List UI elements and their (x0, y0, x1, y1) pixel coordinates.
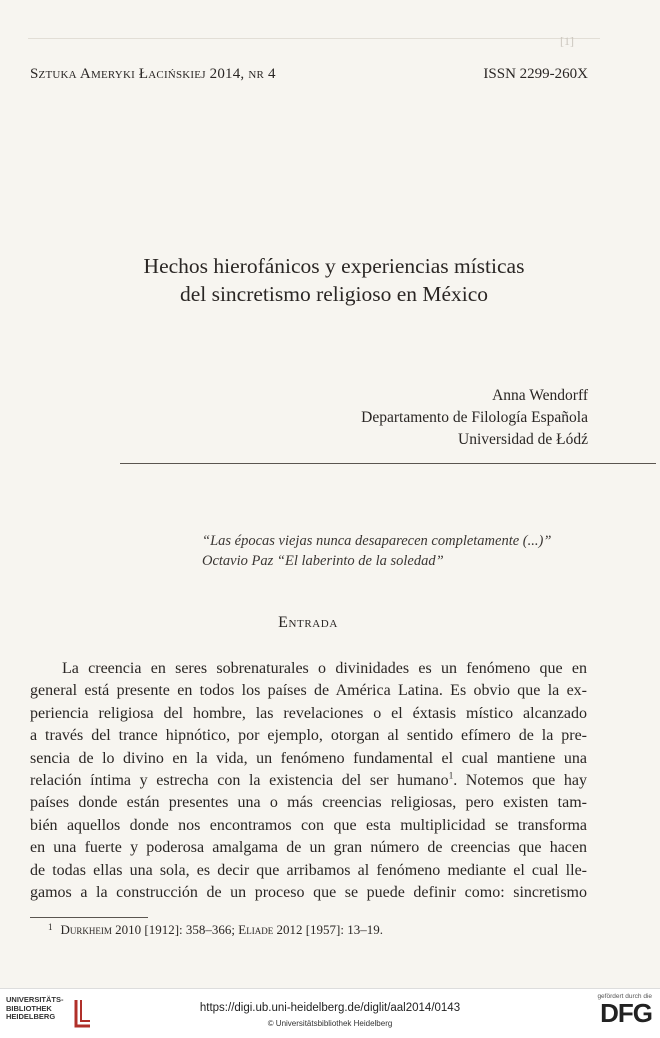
section-heading: Entrada (278, 614, 338, 631)
body-line: La creencia en seres sobrenaturales o divinidades es un fenómeno que en (62, 660, 587, 677)
bleed-through-page-number: [1] (560, 34, 574, 48)
title-divider (120, 463, 656, 464)
funder-note: gefördert durch die (597, 993, 652, 1000)
body-line-text: relación íntima y estrecha con la existencia del ser humano (30, 772, 449, 790)
body-paragraph (30, 658, 587, 904)
library-logo-text: UNIVERSITÄTS- BIBLIOTHEK HEIDELBERG (6, 995, 64, 1021)
footnote-number: 1 (48, 922, 53, 932)
body-line: bién aquellos donde nos encontramos con que esta multiplicidad se transforma (30, 816, 587, 834)
footnote-divider (30, 917, 148, 918)
body-line: de todas ellas una sola, es decir que arribamos al fenómeno mediante el cual lle- (30, 861, 587, 879)
body-line: gamos a la construcción de un proceso que se puede definir como: sincretismo (30, 884, 587, 902)
body-line: en una fuerte y poderosa amalgama de un gran número de creencias que hacen (30, 839, 587, 857)
journal-name: Sztuka Ameryki Łacińskiej 2014, nr 4 (30, 66, 276, 82)
viewer-footer (0, 988, 660, 1038)
body-line: países donde están presentes una o más creencias religiosas, pero existen tam- (30, 794, 587, 812)
author-university: Universidad de Łódź (458, 431, 588, 448)
body-line: general está presente en todos los países de América Latina. Es obvio que la ex- (30, 682, 587, 700)
footnote-marker[interactable]: 1 (448, 770, 454, 781)
dfg-logo-text: DFG (600, 998, 652, 1028)
epigraph (202, 531, 551, 571)
title-line-2: del sincretismo religioso en México (179, 282, 489, 306)
bleed-through-line (28, 38, 600, 49)
article-title (60, 252, 608, 308)
body-line: sencia de lo divino en la vida, un fenómeno fundamental el cual mantiene una (30, 749, 587, 767)
author-name: Anna Wendorff (492, 387, 588, 404)
footnote-reference: 2012 [1957]: 13–19. (273, 922, 383, 937)
footnote-author: Eliade (238, 922, 274, 937)
footnote-author: Durkheim (60, 922, 112, 937)
author-block (361, 385, 588, 451)
footnote (48, 922, 383, 938)
title-line-1: Hechos hierofánicos y experiencias místicas (143, 254, 525, 278)
body-line: periencia religiosa del hombre, las revelaciones o el éxtasis místico alcanzado (30, 704, 587, 722)
issn: ISSN 2299-260X (483, 66, 588, 82)
epigraph-source: Octavio Paz “El laberinto de la soledad” (202, 553, 444, 569)
body-line: a través del trance hipnótico, por ejemplo, otorgan al sentido efímero de la pre- (30, 727, 587, 745)
footnote-reference: 2010 [1912]: 358–366; (111, 922, 239, 937)
copyright: © Universitätsbibliothek Heidelberg (267, 1019, 393, 1028)
funder-logo[interactable] (597, 993, 652, 1026)
body-line-text: . Notemos que hay (453, 772, 587, 790)
author-department: Departamento de Filología Española (361, 409, 588, 426)
epigraph-quote: “Las épocas viejas nunca desaparecen completamente (...)” (202, 533, 552, 549)
permalink[interactable]: https://digi.ub.uni-heidelberg.de/diglit/aal2014/0143 (199, 1002, 461, 1014)
body-line-with-footnote (30, 770, 587, 792)
